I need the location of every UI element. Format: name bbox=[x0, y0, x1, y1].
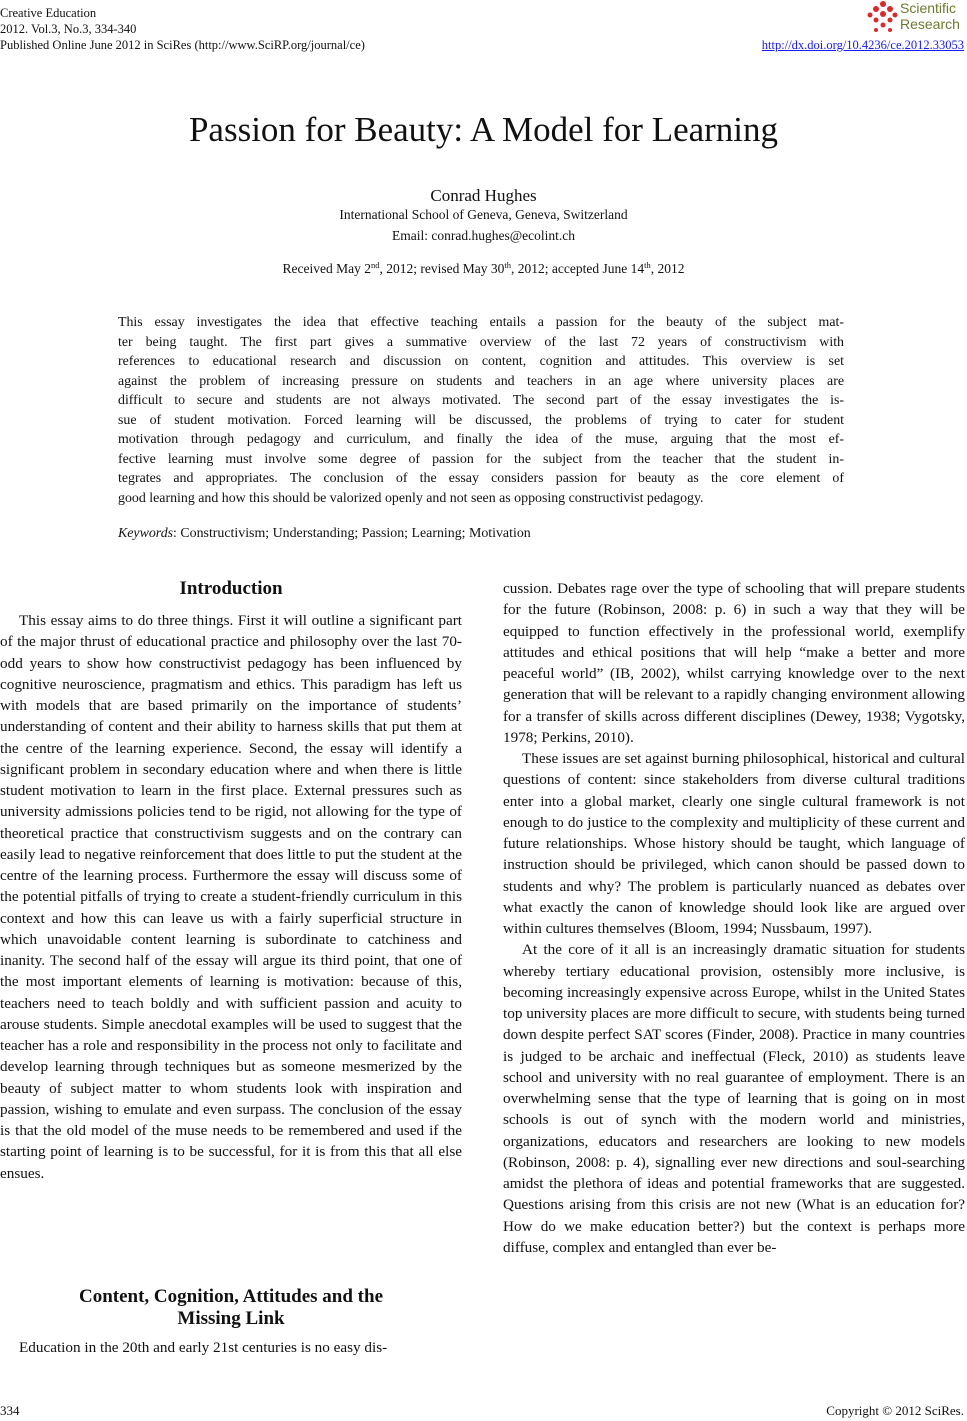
section-heading-introduction: Introduction bbox=[179, 578, 283, 599]
abstract-line: references to educational research and discussion on content, cognition and attitudes. This overview is set bbox=[118, 354, 844, 369]
right-column bbox=[503, 578, 965, 1258]
keywords bbox=[118, 524, 844, 543]
published-line: Published Online June 2012 in SciRes (http://www.SciRP.org/journal/ce) bbox=[0, 38, 365, 52]
body-paragraph: These issues are set against burning philosophical, historical and cultural questions of content: since stakeholders from diverse cultural traditions enter into a global market, clearly one single cultural framework is not enough to do justice to the complexity and multiplicity of these current and future relationships. Whose history should be taught, which language of instruction should be privileged, which canon should be passed down to students and why? The problem is particularly nuanced as debates over what exactly the canon of knowledge should look like are argued over within cultures themselves (Bloom, 1994; Nussbaum, 1997). bbox=[503, 750, 965, 937]
page-number: 334 bbox=[0, 1403, 20, 1418]
copyright: Copyright © 2012 SciRes. bbox=[826, 1403, 964, 1418]
left-column bbox=[0, 610, 462, 1184]
abstract-line: difficult to secure and students are not always motivated. The second part of the essay investigates the is- bbox=[118, 393, 844, 408]
author-email: Email: conrad.hughes@ecolint.ch bbox=[391, 228, 575, 243]
logo-icon bbox=[866, 0, 900, 34]
author-name: Conrad Hughes bbox=[430, 186, 537, 205]
journal-name: Creative Education bbox=[0, 6, 97, 20]
abstract-line: against the problem of increasing pressure on students and teachers in an age where university places are bbox=[118, 373, 844, 389]
keywords-text: : Constructivism; Understanding; Passion; Learning; Motivation bbox=[173, 526, 531, 541]
abstract-line: good learning and how this should be valorized openly and not seen as opposing constructivist pedagogy. bbox=[118, 490, 704, 506]
paper-title: Passion for Beauty: A Model for Learning bbox=[188, 110, 779, 149]
volume-info: 2012. Vol.3, No.3, 334-340 bbox=[0, 22, 137, 36]
abstract-line: This essay investigates the idea that effective teaching entails a passion for the beauty of the subject mat- bbox=[118, 315, 844, 330]
abstract bbox=[118, 313, 844, 508]
logo-text-line1: Scientific bbox=[900, 0, 957, 16]
scientific-research-logo bbox=[866, 0, 966, 34]
abstract-line: tegrates and appropriates. The conclusion of the essay considers passion for beauty as the core element of bbox=[118, 471, 844, 486]
author-affiliation: International School of Geneva, Geneva, Switzerland bbox=[339, 207, 628, 222]
running-header bbox=[0, 5, 365, 53]
body-paragraph: cussion. Debates rage over the type of schooling that will prepare students for the future (Robinson, 2008: p. 6) in such a way that they will be equipped to function effectively in the professional world, exemplify attitudes and ethical positions that will help “make a better and more peaceful world” (IB, 2002), whilst carrying knowledge over to the next generation that will be relevant to a rapidly changing environment allowing for a transfer of skills across different disciplines (Dewey, 1938; Vygotsky, 1978; Perkins, 2010). bbox=[503, 580, 965, 746]
received-dates: Received May 2nd, 2012; revised May 30th, 2012; accepted June 14th, 2012 bbox=[282, 260, 685, 276]
abstract-line: sue of student motivation. Forced learning will be discussed, the problems of trying to cater for student bbox=[118, 412, 844, 428]
intro-paragraph: This essay aims to do three things. First it will outline a significant part of the major thrust of educational practice and philosophy over the last 70-odd years to show how constructivist pedagogy has been influenced by cognitive neuroscience, pragmatism and ethics. This paradigm has left us with models that are based primarily on the importance of students’ understanding of content and their ability to harness skills that put them at the centre of the learning experience. Second, the essay will identify a significant problem in secondary education where and when there is little student motivation to learn in the first place. External pressures such as university admissions policies tend to be rigid, not allowing for the type of theoretical practice that constructivism suggests and on the contrary can easily lead to negative reinforcement that does little to put the student at the centre of the learning process. Furthermore the essay will discuss some of the potential pitfalls of trying to create a student-friendly curriculum in this context and how this can leave us with a fairly superficial structure in which unavoidable content learning is subordinate to catchiness and inanity. The second half of the essay will argue its third point, that one of the most important elements of learning is motivation: because of this, teachers need to teach boldly and with sufficient passion and acuity to arouse students. Simple anecdotal examples will be used to suggest that the teacher has a role and responsibility in the process not only to facilitate and develop learning through techniques but as someone mesmerized by the beauty of subject matter to whom students look with inspiration and passion, wishing to emulate and even surpass. The conclusion of the essay is that the old model of the muse needs to be remembered and used if the starting point of learning is to be successful, for it is from this that all else ensues. bbox=[0, 612, 462, 1182]
logo-text-line2: Research bbox=[900, 16, 960, 32]
section-heading-content-cognition: Content, Cognition, Attitudes and the Missing Link bbox=[78, 1286, 384, 1329]
doi-link[interactable]: http://dx.doi.org/10.4236/ce.2012.33053 bbox=[761, 38, 964, 52]
section2-first-line: Education in the 20th and early 21st centuries is no easy dis- bbox=[19, 1339, 388, 1356]
abstract-line: fective learning must involve some degree of passion for the subject from the teacher that the student in- bbox=[118, 451, 844, 467]
abstract-line: ter being taught. The first part gives a summative overview of the last 72 years of constructivism with bbox=[118, 334, 844, 350]
keywords-label: Keywords bbox=[118, 526, 174, 541]
body-paragraph: At the core of it all is an increasingly dramatic situation for students whereby tertiary educational provision, ostensibly more inclusive, is becoming increasingly expensive across Europe, whilst in the United States top university places are more difficult to secure, with students being turned down despite perfect SAT scores (Finder, 2008). Practice in many countries is judged to be archaic and ineffectual (Fleck, 2010) as students leave school and university with no real guarantee of employment. There is an overwhelming sense that the type of learning that is going on in most schools is out of synch with the modern world and ministries, organizations, educators and researchers are looking to new models (Robinson, 2008: p. 4), signalling ever new directions and soul-searching amidst the plethora of ideas and potential frameworks that are suggested. Questions arising from this crisis are not new (What is an education for? How do we make education better?) but the context is perhaps more diffuse, complex and entangled than ever be- bbox=[503, 941, 965, 1256]
abstract-line: motivation through pedagogy and curriculum, and finally the idea of the muse, arguing that the most ef- bbox=[118, 432, 844, 447]
